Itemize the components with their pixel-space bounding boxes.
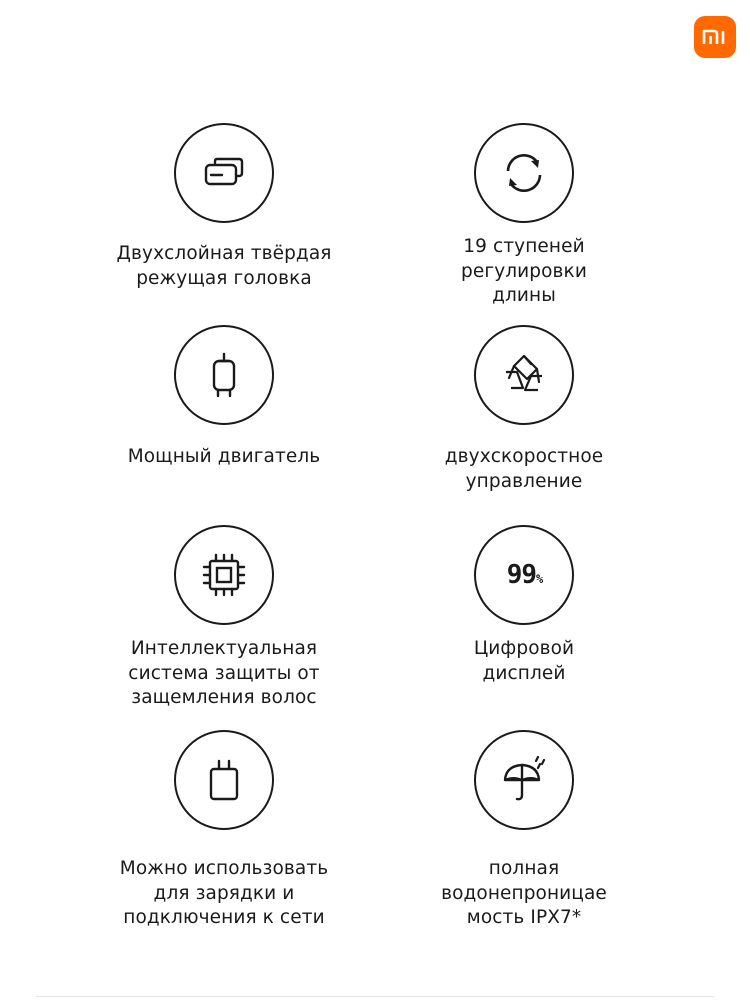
digital-display-icon [507, 562, 544, 588]
bottom-divider [36, 996, 714, 997]
feature-label-line: для зарядки и [153, 882, 295, 904]
feature-label [128, 637, 319, 711]
motor-icon [209, 352, 239, 398]
feature-label-line: 19 ступеней [463, 236, 585, 257]
charger-plug-icon [207, 759, 241, 801]
feature-two-speed [374, 325, 674, 494]
mi-logo [694, 16, 736, 58]
feature-label-line: защемления волос [131, 687, 317, 708]
aperture-speed-icon [501, 352, 547, 398]
feature-charging-mains [74, 730, 374, 931]
mi-logo-mark-icon [702, 29, 728, 45]
display-unit: % [536, 572, 544, 586]
feature-label-line: управление [465, 470, 583, 492]
feature-icon-circle [474, 325, 574, 425]
feature-label [120, 857, 328, 931]
feature-length-settings [374, 123, 674, 309]
umbrella-rain-icon [500, 755, 548, 805]
feature-label-line: Двухслойная твёрдая [116, 243, 332, 264]
feature-label-line: регулировки [461, 260, 587, 282]
feature-icon-circle [474, 123, 574, 223]
feature-label-line: Интеллектуальная [130, 638, 318, 659]
feature-label-line: режущая головка [136, 267, 312, 289]
feature-label [474, 637, 574, 686]
feature-label-line: Цифровой [473, 638, 575, 659]
display-value: 99 [506, 560, 537, 590]
feature-anti-pinch-system [74, 525, 374, 711]
feature-label [441, 857, 607, 931]
chip-icon [200, 551, 248, 599]
feature-icon-circle [174, 325, 274, 425]
feature-label-line: водонепроницае [441, 882, 607, 904]
feature-label-line: Мощный двигатель [127, 446, 321, 467]
feature-icon-circle [474, 730, 574, 830]
feature-icon-circle [174, 730, 274, 830]
feature-label-line: подключения к сети [123, 907, 325, 928]
feature-digital-display [374, 525, 674, 686]
feature-label-line: Можно использовать [119, 858, 329, 879]
dual-blade-icon [202, 156, 246, 190]
feature-label [128, 445, 321, 470]
feature-icon-circle [174, 123, 274, 223]
feature-waterproof [374, 730, 674, 931]
feature-icon-circle [174, 525, 274, 625]
feature-label [117, 242, 332, 291]
rotate-arrows-icon [499, 148, 549, 198]
feature-powerful-motor [74, 325, 374, 470]
feature-label [461, 235, 587, 309]
feature-label-line: двухскоростное [444, 446, 604, 467]
feature-label-line: система защиты от [128, 662, 320, 684]
feature-label-line: дисплей [482, 662, 566, 684]
feature-label-line: длины [492, 285, 556, 306]
feature-dual-blade [74, 123, 374, 291]
feature-label-line: мость IPX7* [466, 907, 582, 928]
feature-icon-circle [474, 525, 574, 625]
feature-label-line: полная [488, 858, 560, 879]
feature-label [445, 445, 603, 494]
